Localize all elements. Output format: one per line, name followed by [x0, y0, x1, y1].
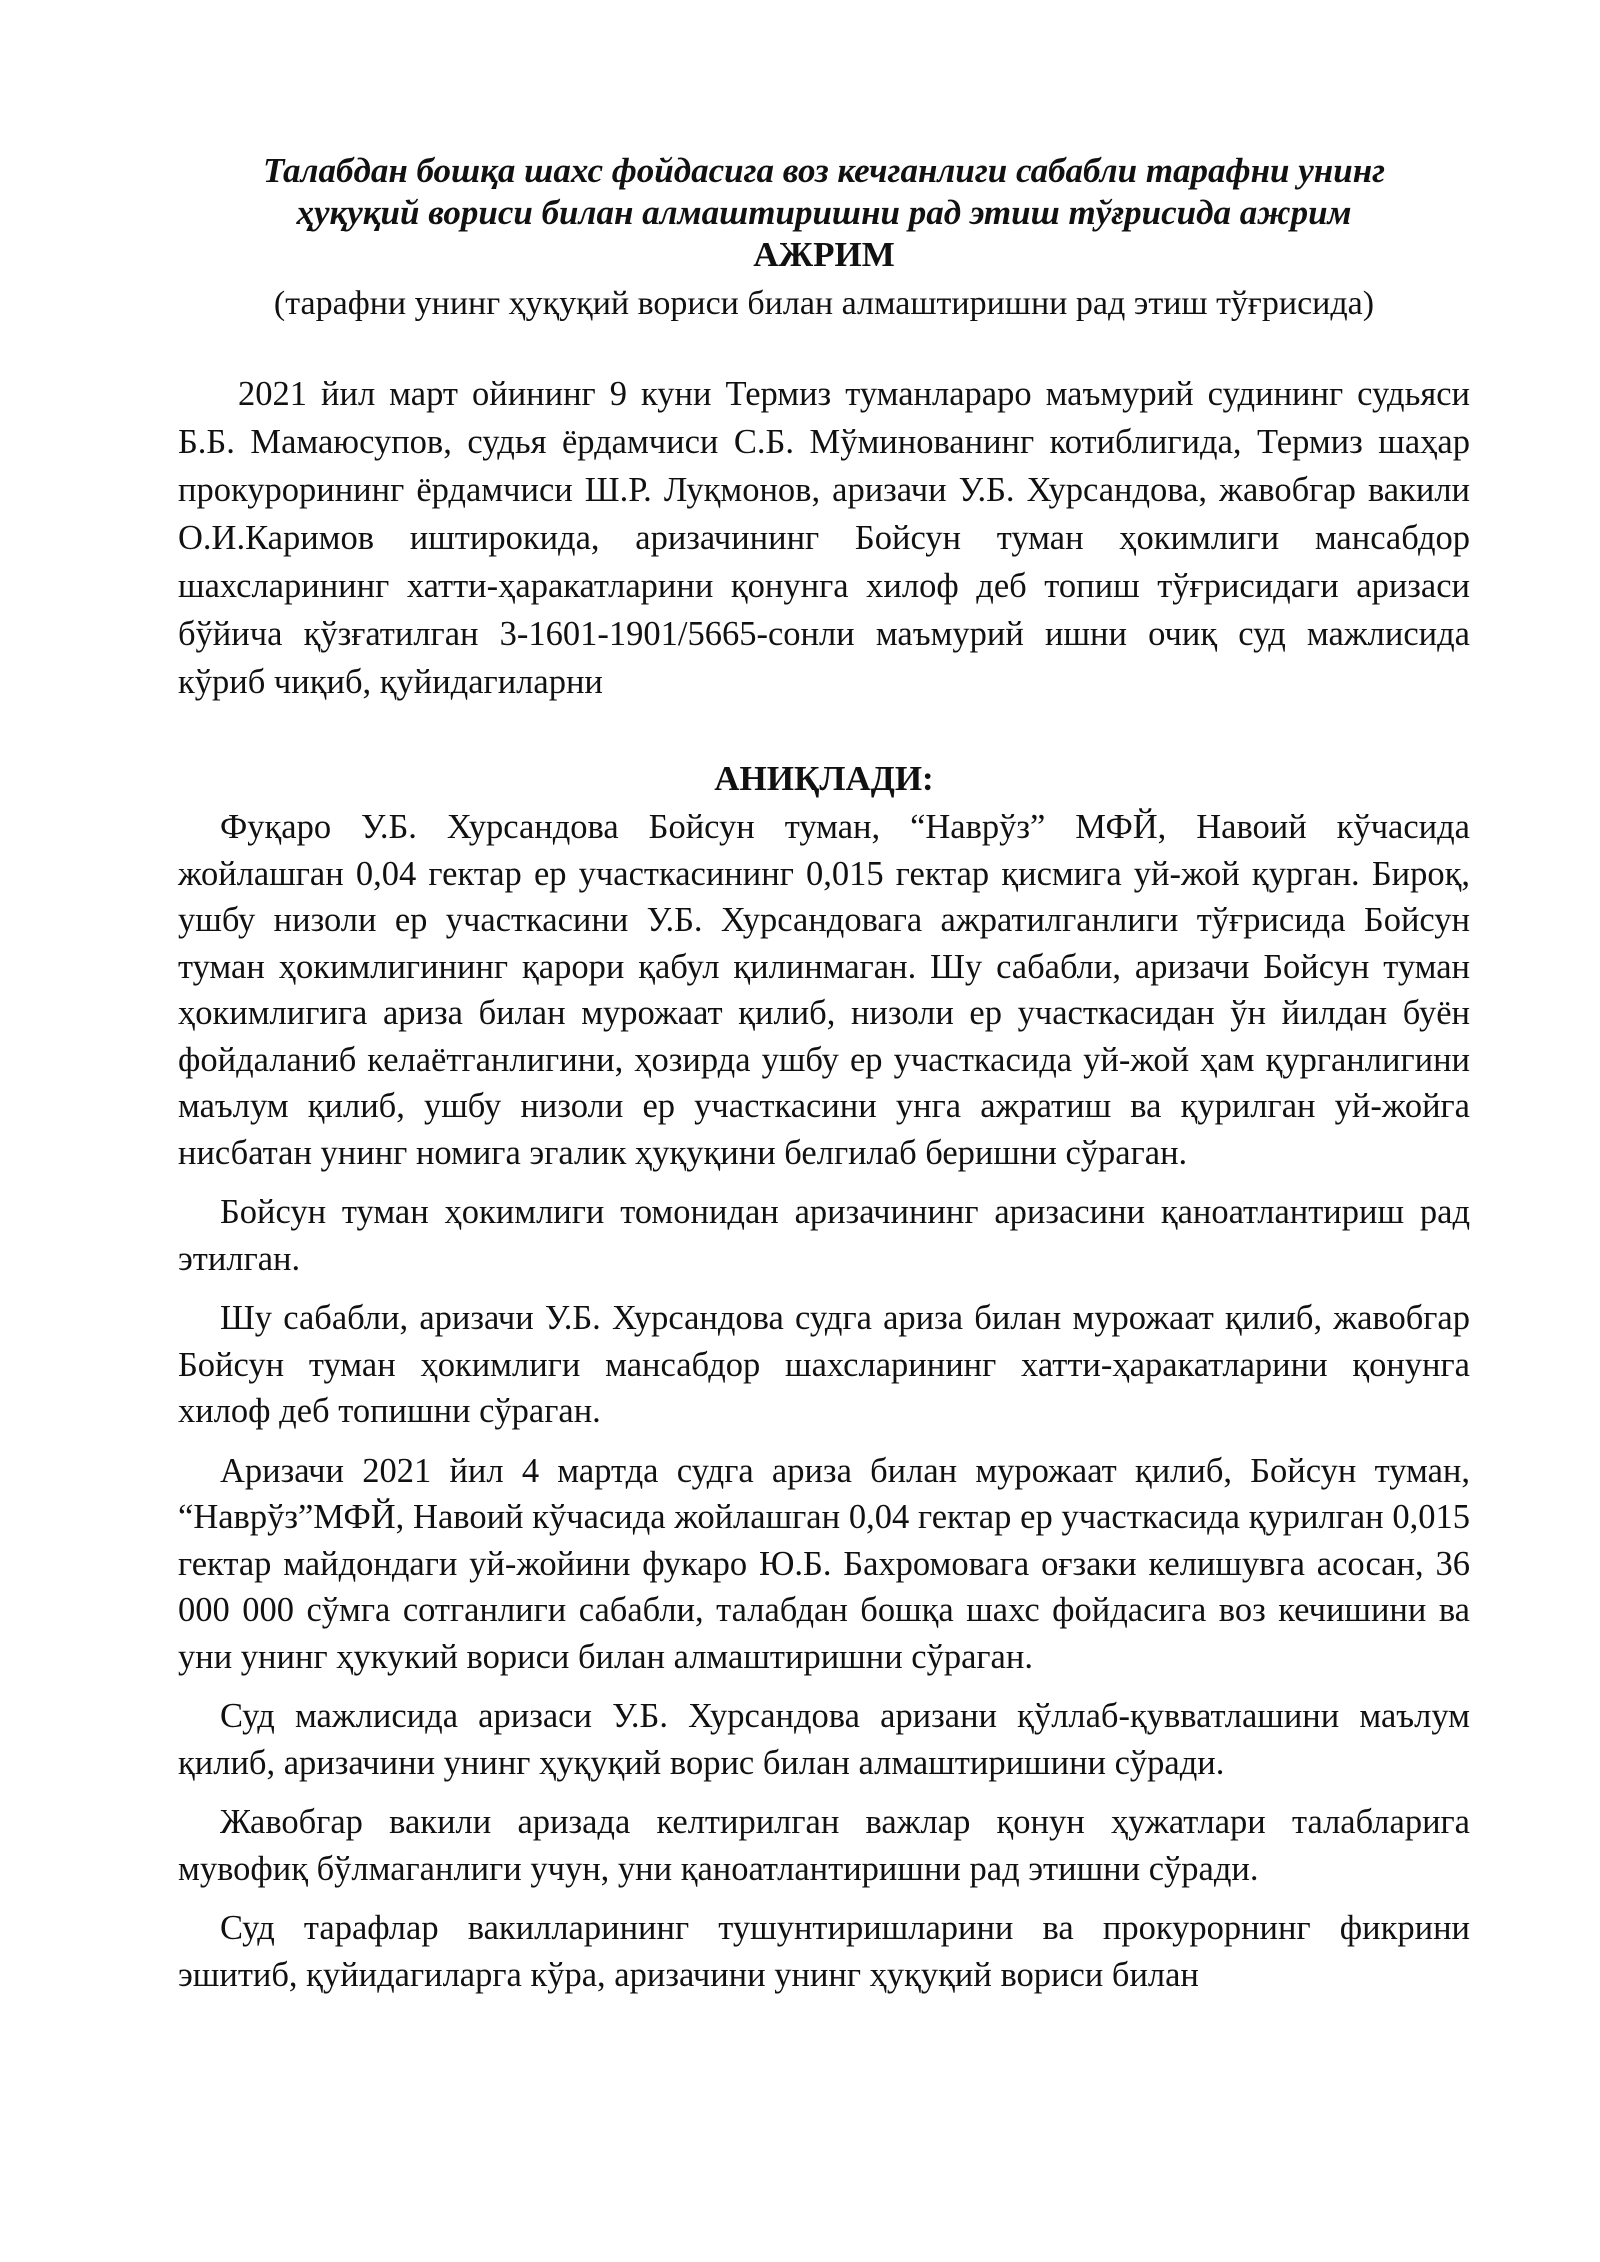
intro-paragraph: 2021 йил март ойининг 9 куни Термиз туманлараро маъмурий судининг судьяси Б.Б. Мамаюсупов, судья ёрдамчиси С.Б. Мўминованинг котиблигида, Термиз шаҳар прокурорининг ёрдамчиси Ш.Р. Луқмонов, аризачи У.Б. Хурсандова, жавобгар вакили О.И.Каримов иштирокида, аризачининг Бойсун туман ҳокимлиги мансабдор шахсларининг хатти-ҳаракатларини қонунга хилоф деб топиш тўғрисидаги аризаси бўйича қўзғатилган 3-1601-1901/5665-сонли маъмурий ишни очиқ суд мажлисида кўриб чиқиб, қуйидагиларни [178, 375, 1470, 701]
title-line-1: Талабдан бошқа шахс фойдасига воз кечганлиги сабабли тарафни унинг [262, 151, 1386, 190]
document-heading: АЖРИМ [753, 235, 895, 274]
body-paragraph-5: Суд мажлисида аризаси У.Б. Хурсандова аризани қўллаб-қувватлашини маълум қилиб, аризачини унинг ҳуқуқий ворис билан алмаштиришини сўради. [178, 1697, 1470, 1782]
body-paragraph-4: Аризачи 2021 йил 4 мартда судга ариза билан мурожаат қилиб, Бойсун туман, “Наврўз”МФЙ, Навоий кўчасида жойлашган 0,04 гектар ер участкасида қурилган 0,015 гектар майдондаги уй-жойини фукаро Ю.Б. Бахромовага оғзаки келишувга асосан, 36 000 000 сўмга сотганлиги сабабли, талабдан бошқа шахс фойдасига воз кечишини ва уни унинг ҳукукий вориси билан алмаштиришни сўраган. [178, 1451, 1470, 1676]
document-title [178, 150, 1470, 234]
body-paragraph-2: Бойсун туман ҳокимлиги томонидан аризачининг аризасини қаноатлантириш рад этилган. [178, 1193, 1470, 1278]
body-paragraph-6: Жавобгар вакили аризада келтирилган важлар қонун ҳужатлари талабларига мувофиқ бўлмаганлиги учун, уни қаноатлантиришни рад этишни сўради. [178, 1803, 1470, 1888]
document-subheading: (тарафни унинг ҳуқуқий вориси билан алмаштиришни рад этиш тўғрисида) [273, 285, 1375, 322]
body-paragraph-1: Фуқаро У.Б. Хурсандова Бойсун туман, “Наврўз” МФЙ, Навоий кўчасида жойлашган 0,04 гектар ер участкасининг 0,015 гектар қисмига уй-жой қурган. Бироқ, ушбу низоли ер участкасини У.Б. Хурсандовага ажратилганлиги тўғрисида Бойсун туман ҳокимлигининг қарори қабул қилинмаган. Шу сабабли, аризачи Бойсун туман ҳокимлигига ариза билан мурожаат қилиб, низоли ер участкасидан ўн йилдан буён фойдаланиб келаётганлигини, ҳозирда ушбу ер участкасида уй-жой ҳам қурганлигини маълум қилиб, ушбу низоли ер участкасини унга ажратиш ва қурилган уй-жойга нисбатан унинг номига эгалик ҳуқуқини белгилаб беришни сўраган. [178, 808, 1470, 1172]
document-page [178, 150, 1470, 2011]
body-paragraph-3: Шу сабабли, аризачи У.Б. Хурсандова судга ариза билан мурожаат қилиб, жавобгар Бойсун туман ҳокимлиги мансабдор шахсларининг хатти-ҳаракатларини қонунга хилоф деб топишни сўраган. [178, 1299, 1470, 1430]
title-line-2: ҳуқуқий вориси билан алмаштиришни рад этиш тўғрисида ажрим [296, 193, 1352, 232]
body-paragraph-7: Суд тарафлар вакилларининг тушунтиришларини ва прокурорнинг фикрини эшитиб, қуйидагиларга кўра, аризачини унинг ҳуқуқий вориси билан [178, 1909, 1470, 1994]
section-title: АНИҚЛАДИ: [714, 759, 934, 798]
